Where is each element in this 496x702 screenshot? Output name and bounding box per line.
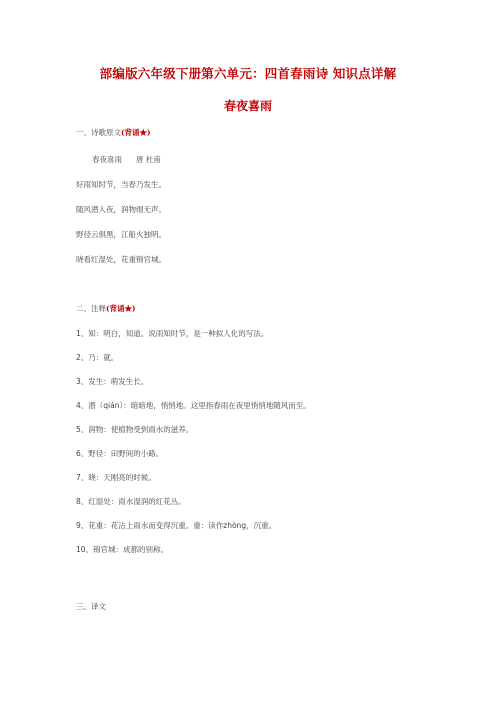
poem-line: 好雨知时节，当春乃发生。 [76,180,166,189]
note-number: 1、 [76,329,89,338]
note-number: 7、 [76,473,89,482]
note-item [76,329,268,339]
section-heading-label: 二、注释 [76,304,106,313]
poem-line: 晓看红湿处，花重锦官城。 [76,255,166,264]
note-text: 野径：田野间的小路。 [88,449,164,458]
poem-author: 唐 杜甫 [136,155,161,164]
recite-tag: (背诵★) [121,128,151,137]
poem-heading [92,155,161,165]
note-pinyin: zhòng [223,521,247,530]
note-text: 红湿处：雨水湿润的红花丛。 [88,497,186,506]
note-number: 6、 [76,449,89,458]
note-item [76,545,168,555]
poem-line: 野径云俱黑，江船火独明。 [76,230,166,239]
poem-subtitle: 春夜喜雨 [223,99,272,113]
note-text: ）：暗暗地，悄悄地。这里指春雨在夜里悄悄地随风而至。 [119,401,311,410]
note-text-pre: 潜（ [88,401,104,410]
note-number: 8、 [76,497,89,506]
note-text: 乃：就。 [88,353,119,362]
note-text-pre: 花重：花沾上雨水而变得沉重。重：读作 [88,521,224,530]
note-item [76,353,118,363]
poem-title: 春夜喜雨 [92,155,122,164]
note-text: 润物：使植物受到雨水的滋养。 [88,425,194,434]
section-heading-original-text [76,128,151,138]
note-text: 知：明白，知道。说雨知时节，是一种拟人化的写法。 [88,329,269,338]
note-item [76,473,156,483]
note-text: ，沉重。 [246,521,277,530]
section-heading-notes [76,304,136,314]
note-number: 4、 [76,401,89,410]
note-item [76,449,163,459]
poem-line: 随风潜入夜，润物细无声。 [76,205,166,214]
note-number: 3、 [76,377,89,386]
note-text: 发生：萌发生长。 [88,377,149,386]
note-number: 9、 [76,521,89,530]
note-number: 5、 [76,425,89,434]
note-item [76,401,311,411]
note-item [76,521,276,531]
note-item [76,497,186,507]
note-text: 晓：天刚亮的时候。 [88,473,156,482]
note-item [76,377,148,387]
note-text: 锦官城：成都的别称。 [93,545,169,554]
section-heading-translation: 三、译文 [76,602,106,611]
section-heading-label: 一、诗歌原文 [76,128,121,137]
note-pinyin: qián [103,401,120,410]
note-number: 2、 [76,353,89,362]
document-title: 部编版六年级下册第六单元：四首春雨诗 知识点详解 [99,66,397,81]
note-number: 10、 [76,545,94,554]
recite-tag: (背诵★) [106,304,136,313]
note-item [76,425,193,435]
